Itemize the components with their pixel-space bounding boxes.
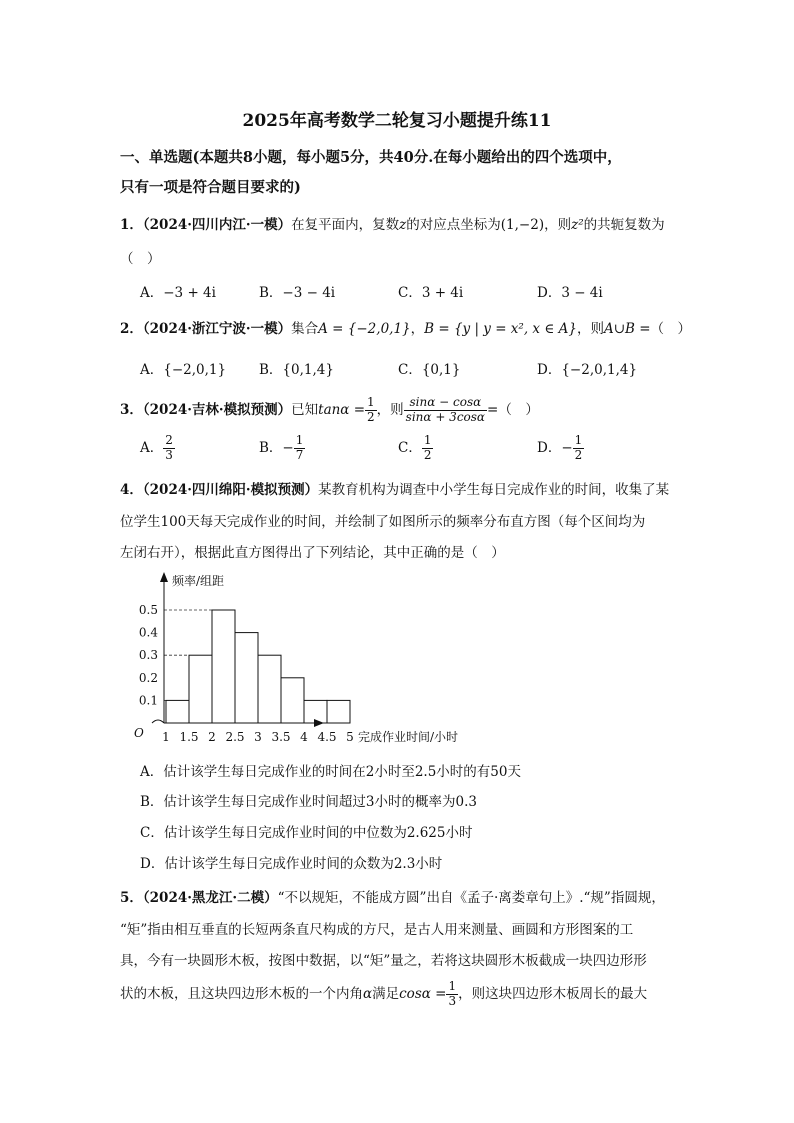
question-text: 已知 [291,401,319,418]
answer-paren: （ ） [650,321,692,337]
answer-paren: （ ） [498,401,539,418]
q1-option-a[interactable]: A．−3 + 4i [140,285,216,301]
x-tick-label: 2 [208,730,216,744]
y-axis-label: 频率/组距 [172,574,225,588]
q2-option-a[interactable]: A．{−2,0,1} [140,362,227,378]
x-tick-label: 4 [300,730,308,744]
q2-option-b[interactable]: B．{0,1,4} [259,362,334,378]
option-sign: − [282,439,294,456]
fraction-denominator: 3 [165,447,173,462]
question-5-line4 [120,980,647,1009]
fraction [404,396,487,425]
option-label: C． [398,439,422,456]
fraction-numerator: 1 [367,395,375,409]
fraction-denominator: 7 [295,447,304,462]
question-number: 4． [120,482,143,498]
q2-option-d[interactable]: D．{−2,0,1,4} [537,362,638,378]
x-tick-label: 2.5 [225,730,245,744]
question-source: （2024·浙江宁波·一模） [142,321,292,337]
question-source: （2024·四川绵阳·模拟预测） [142,482,319,498]
question-5 [120,886,665,906]
q3-option-d[interactable] [537,434,584,463]
math-expr: A∪B = [603,321,651,337]
y-axis-arrow [160,572,168,582]
question-number: 3． [120,401,143,418]
x-tick-label: 1 [162,730,170,744]
question-text: 满足 [372,985,400,1002]
question-text: 的对应点坐标为 [406,217,501,233]
question-text: 某教育机构为调查中小学生每日完成作业的时间，收集了某 [318,482,670,498]
question-1 [120,213,665,233]
fraction-denominator: 2 [574,447,583,462]
histogram-bar [189,655,212,723]
fraction-numerator: 1 [448,979,457,993]
question-text: ，则 [576,321,604,337]
fraction [446,980,458,1009]
question-text: ，则这块四边形木板周长的最大 [458,985,648,1002]
math-var: α [363,985,373,1002]
question-3 [120,396,539,425]
x-axis-arrow [314,719,324,727]
q3-option-a[interactable] [140,434,175,463]
answer-paren: （ ） [120,251,161,267]
question-5-line2: “矩”指由相互垂直的长短两条直尺构成的方尺，是古人用来测量、画圆和方形图案的工 [120,922,634,938]
histogram-bar [166,700,189,723]
question-text: 集合 [291,321,319,337]
histogram-bar [327,700,350,723]
question-4-line2: 位学生100天每天完成作业的时间，并绘制了如图所示的频率分布直方图（每个区间均为 [120,514,646,530]
question-text: ，则 [376,401,404,418]
question-text: 状的木板，且这块四边形木板的一个内角 [120,985,363,1002]
math-coord: (1,−2) [500,217,545,233]
fraction-numerator: sinα − cosα [404,396,487,411]
question-4-line3: 左闭右开），根据此直方图得出了下列结论，其中正确的是（ ） [120,545,505,561]
fraction-denominator: 3 [448,993,457,1008]
histogram-bar [212,610,235,723]
fraction [573,434,585,463]
x-tick-label: 4.5 [317,730,337,744]
math-expr: z² [571,217,584,233]
x-tick-label: 5 [346,730,354,744]
option-label: D． [537,439,562,456]
question-text: ，则 [544,217,572,233]
question-text: 的共轭复数为 [583,217,665,233]
math-set: B = {y | y = x², x ∈ A} [424,321,577,337]
question-text: ， [410,321,425,337]
y-tick-label: 0.3 [138,648,158,663]
math-var: z [399,217,407,233]
fraction-numerator: 1 [295,433,304,447]
q3-option-b[interactable] [259,434,305,463]
option-sign: − [561,439,573,456]
q4-option-d[interactable]: D．估计该学生每日完成作业时间的众数为2.3小时 [140,856,443,872]
fraction-denominator: 2 [423,447,432,462]
y-tick-label: 0.5 [138,603,158,617]
question-4 [120,478,669,498]
question-2 [120,317,691,337]
origin-label: O [134,726,144,740]
fraction [365,396,377,425]
math-expr: cosα = [399,985,447,1002]
fraction-denominator: sinα + 3cosα [405,409,486,424]
fraction-denominator: 2 [367,409,375,424]
q1-option-b[interactable]: B．−3 − 4i [259,285,336,301]
fraction [294,434,306,463]
question-number: 2． [120,321,143,337]
question-text: “不以规矩，不能成方圆”出自《孟子·离娄章句上》.“规”指圆规， [277,890,665,906]
question-5-line3: 具，今有一块圆形木板，按图中数据，以“矩”量之，若将这块圆形木板截成一块四边形形 [120,953,647,969]
fraction [163,434,175,463]
fraction-numerator: 1 [574,433,583,447]
option-label: A． [140,439,164,456]
y-tick-label: 0.4 [138,625,158,640]
y-tick-label: 0.2 [138,670,158,685]
fraction-numerator: 1 [423,433,432,447]
question-source: （2024·黑龙江·二模） [142,890,278,906]
q3-option-c[interactable] [398,434,433,463]
question-number: 5． [120,890,143,906]
q4-option-b[interactable]: B．估计该学生每日完成作业时间超过3小时的概率为0.3 [140,794,477,810]
fraction-numerator: 2 [165,433,173,447]
q4-option-a[interactable]: A．估计该学生每日完成作业的时间在2小时至2.5小时的有50天 [140,764,521,780]
histogram-bar [281,678,304,723]
x-tick-label: 3 [254,730,262,744]
question-source: （2024·四川内江·一模） [142,217,292,233]
q1-option-d[interactable]: D．3 − 4i [537,285,603,301]
x-tick-label: 1.5 [179,730,199,744]
option-label: B． [259,439,283,456]
q4-option-c[interactable]: C．估计该学生每日完成作业时间的中位数为2.625小时 [140,825,473,841]
y-tick-label: 0.1 [138,693,158,708]
question-number: 1． [120,217,143,233]
q1-option-c[interactable]: C．3 + 4i [398,285,464,301]
histogram-bar [258,655,281,723]
question-source: （2024·吉林·模拟预测） [142,401,292,418]
axis-break [152,720,164,723]
math-set: A = {−2,0,1} [318,321,411,337]
question-text: 在复平面内，复数 [291,217,400,233]
section-heading-line2: 只有一项是符合题目要求的) [120,179,301,196]
fraction [422,434,434,463]
section-heading-line1: 一、单选题(本题共8小题，每小题5分，共40分.在每小题给出的四个选项中， [120,149,622,166]
x-axis-label: 完成作业时间/小时 [358,730,459,744]
math-expr: = [487,401,499,418]
page-title: 2025年高考数学二轮复习小题提升练11 [242,111,552,131]
frequency-histogram [120,568,540,746]
x-tick-label: 3.5 [271,730,291,744]
math-expr: tanα = [318,401,366,418]
histogram-bar [235,633,258,723]
q2-option-c[interactable]: C．{0,1} [398,362,461,378]
